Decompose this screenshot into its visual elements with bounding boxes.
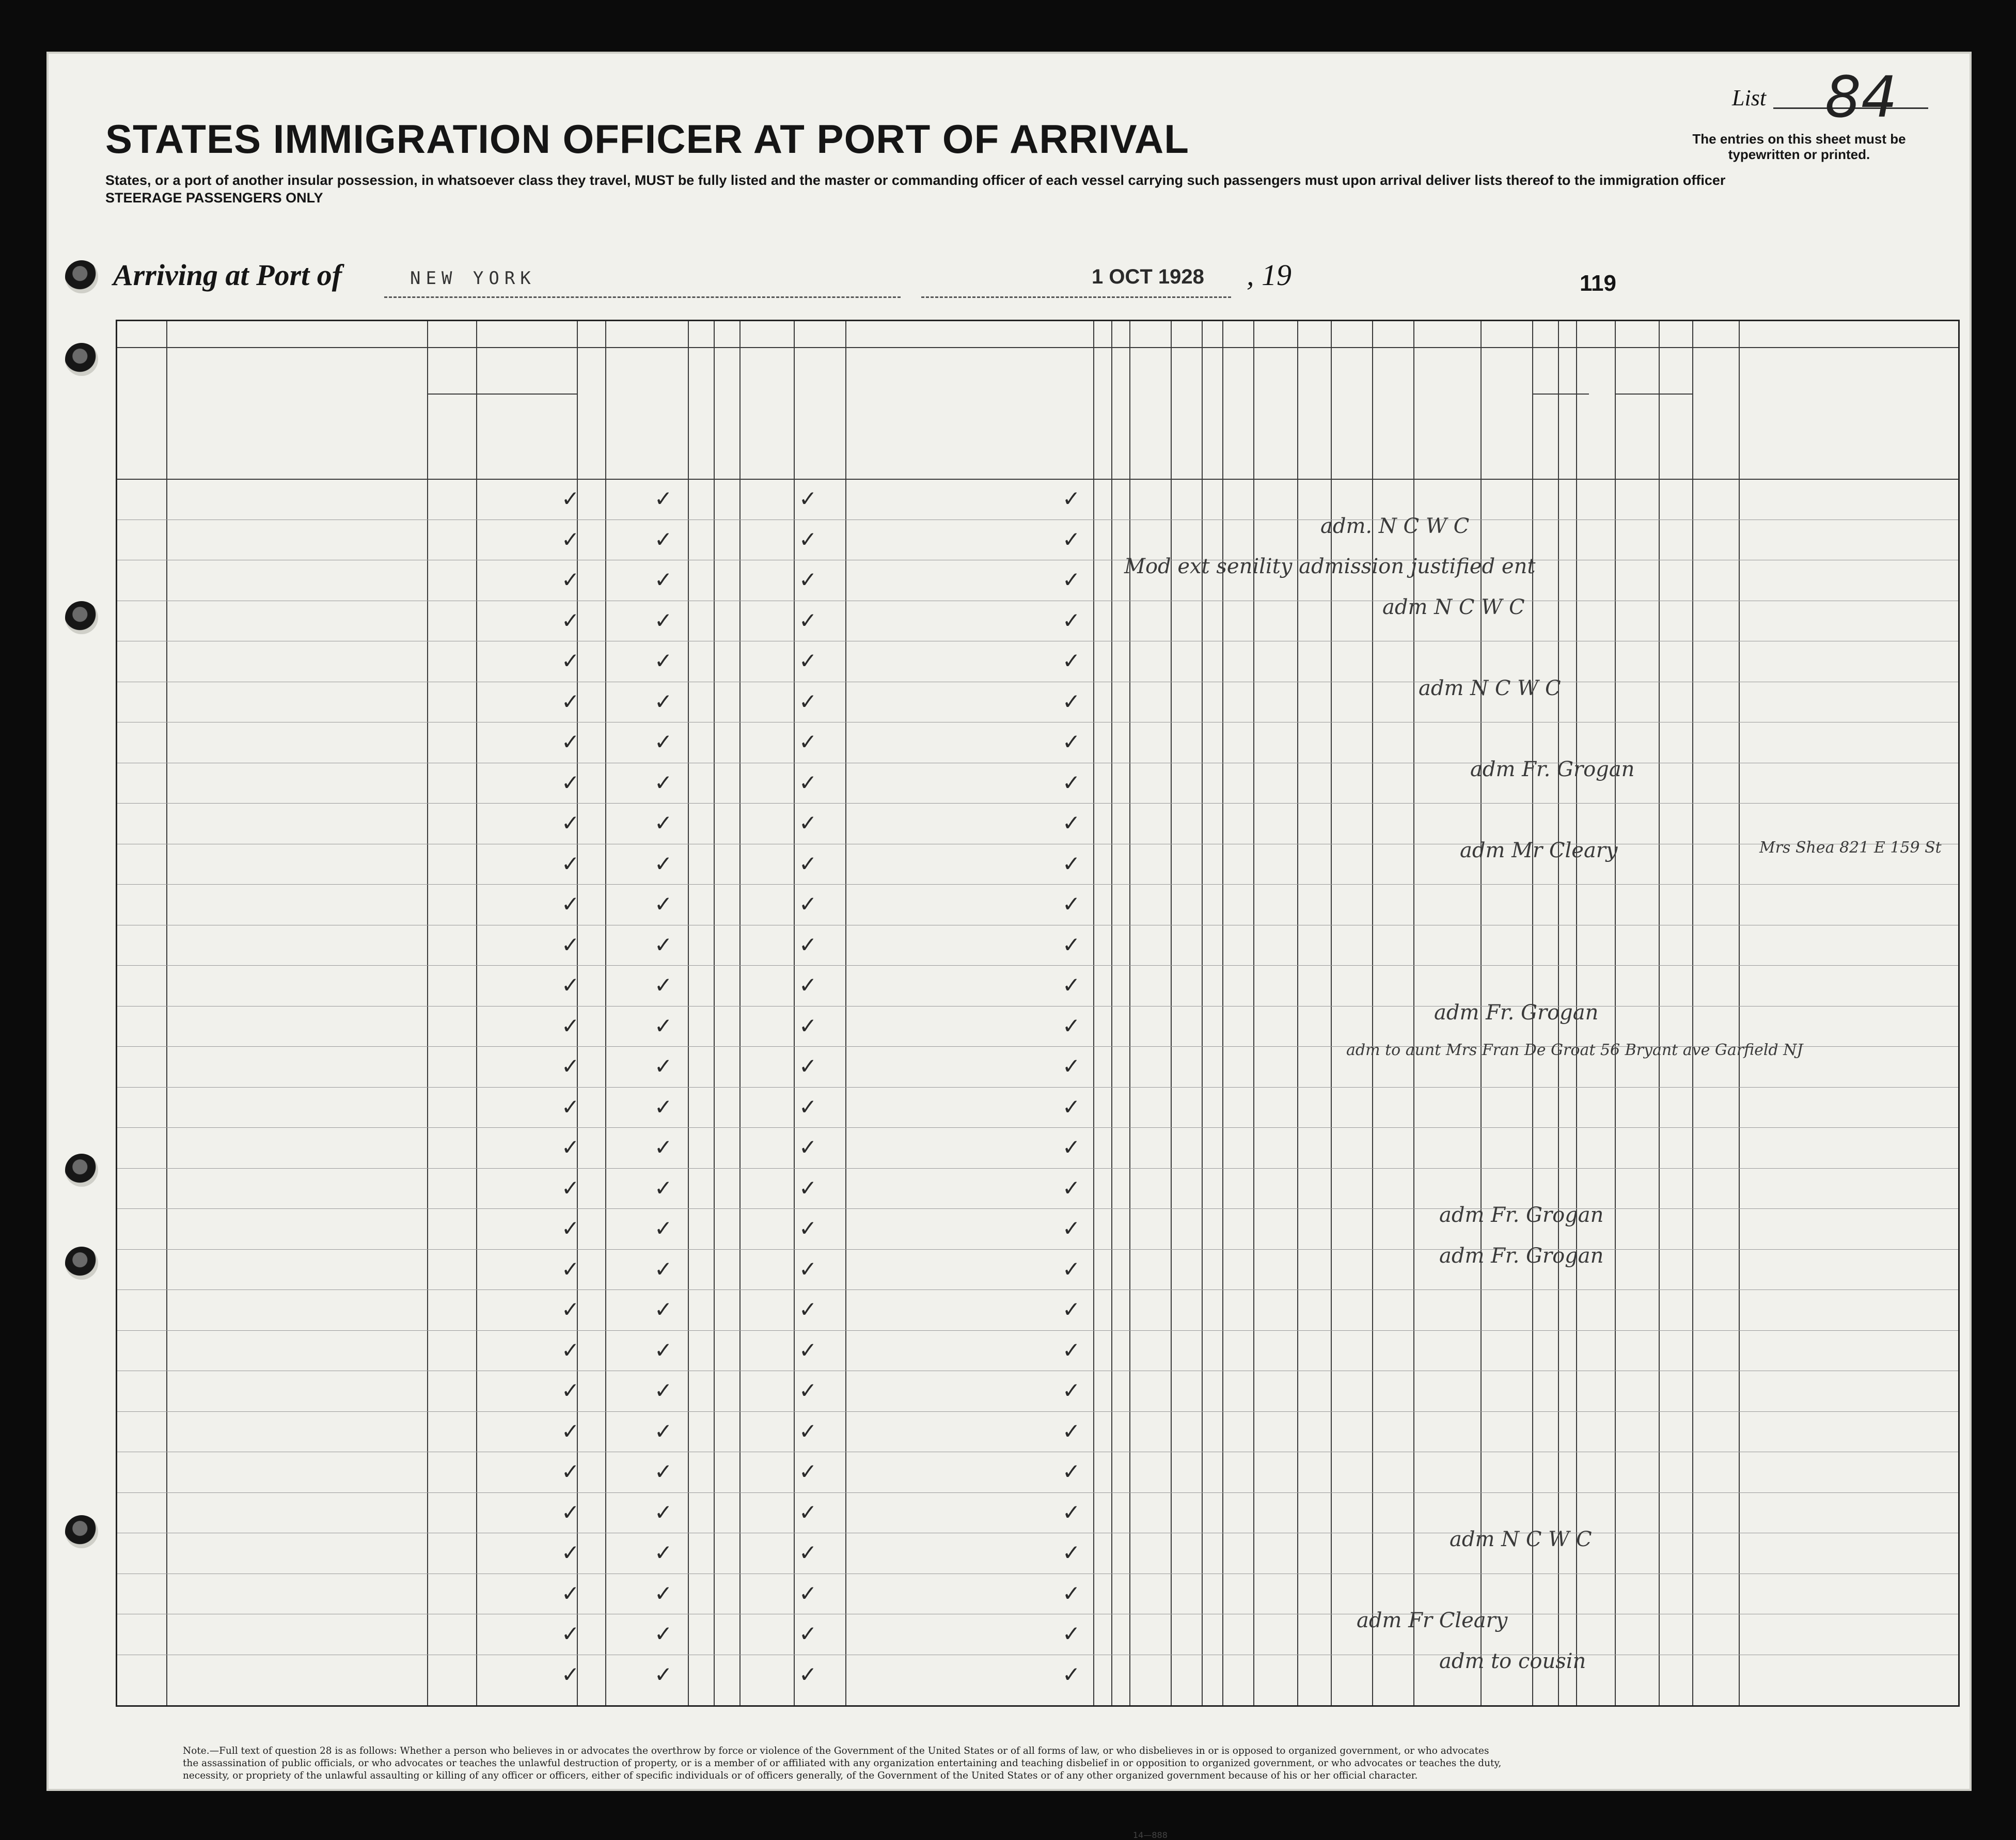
- check-icon: ✓: [654, 810, 673, 836]
- column-rule: [1093, 321, 1094, 1705]
- check-icon: ✓: [561, 1378, 580, 1403]
- check-icon: ✓: [1062, 1256, 1081, 1282]
- check-icon: ✓: [654, 1013, 673, 1039]
- check-icon: ✓: [561, 1135, 580, 1160]
- header-rule: [117, 479, 1958, 480]
- entries-note: The entries on this sheet must be typewritten or printed.: [1692, 131, 1906, 162]
- check-icon: ✓: [1062, 1094, 1081, 1120]
- column-rule: [1111, 321, 1112, 1705]
- column-rule: [1129, 321, 1130, 1705]
- check-icon: ✓: [561, 769, 580, 795]
- handwritten-annotation: adm Fr. Grogan: [1470, 757, 1635, 781]
- check-icon: ✓: [654, 648, 673, 673]
- check-icon: ✓: [654, 932, 673, 957]
- check-icon: ✓: [799, 769, 817, 795]
- check-icon: ✓: [1062, 1499, 1081, 1525]
- check-icon: ✓: [654, 1337, 673, 1363]
- check-icon: ✓: [799, 1175, 817, 1201]
- check-icon: ✓: [561, 1337, 580, 1363]
- column-rule: [1202, 321, 1203, 1705]
- check-icon: ✓: [561, 688, 580, 714]
- handwritten-annotation: adm N C W C: [1450, 1528, 1592, 1551]
- check-icon: ✓: [654, 486, 673, 511]
- check-icon: ✓: [1062, 1378, 1081, 1403]
- check-icon: ✓: [799, 1418, 817, 1444]
- check-icon: ✓: [561, 486, 580, 511]
- check-icon: ✓: [799, 486, 817, 511]
- check-icon: ✓: [561, 1297, 580, 1322]
- check-icon: ✓: [1062, 1053, 1081, 1079]
- punch-hole: [65, 260, 98, 293]
- check-icon: ✓: [799, 972, 817, 998]
- check-icon: ✓: [654, 769, 673, 795]
- header-rule: [427, 394, 577, 395]
- header-rule: [1532, 394, 1589, 395]
- check-icon: ✓: [1062, 1621, 1081, 1646]
- punch-hole: [65, 601, 98, 634]
- check-icon: ✓: [1062, 851, 1081, 876]
- check-icon: ✓: [799, 1661, 817, 1687]
- list-label: List: [1732, 85, 1767, 111]
- check-icon: ✓: [654, 1135, 673, 1160]
- list-number: 84: [1825, 64, 1897, 130]
- column-rule: [1615, 321, 1616, 1705]
- check-icon: ✓: [1062, 486, 1081, 511]
- handwritten-annotation: adm. N C W C: [1320, 514, 1470, 538]
- check-icon: ✓: [799, 648, 817, 673]
- check-icon: ✓: [654, 688, 673, 714]
- check-icon: ✓: [799, 729, 817, 754]
- form-title: STATES IMMIGRATION OFFICER AT PORT OF ARRIVAL: [105, 116, 1189, 162]
- row-rule: [117, 1330, 1958, 1331]
- handwritten-annotation: Mrs Shea 821 E 159 St: [1759, 838, 1942, 857]
- handwritten-annotation: adm Mr Cleary: [1460, 838, 1618, 862]
- check-icon: ✓: [799, 1499, 817, 1525]
- check-icon: ✓: [561, 607, 580, 633]
- check-icon: ✓: [654, 1256, 673, 1282]
- check-icon: ✓: [654, 851, 673, 876]
- check-icon: ✓: [561, 851, 580, 876]
- check-icon: ✓: [1062, 729, 1081, 754]
- punch-hole: [65, 1154, 98, 1187]
- check-icon: ✓: [654, 1459, 673, 1484]
- check-icon: ✓: [654, 1094, 673, 1120]
- punch-hole: [65, 343, 98, 376]
- check-icon: ✓: [1062, 1297, 1081, 1322]
- check-icon: ✓: [1062, 769, 1081, 795]
- row-rule: [117, 803, 1958, 804]
- row-rule: [117, 1168, 1958, 1169]
- check-icon: ✓: [799, 891, 817, 917]
- form-number: 14—888: [1133, 1830, 1168, 1840]
- check-icon: ✓: [654, 891, 673, 917]
- check-icon: ✓: [1062, 891, 1081, 917]
- check-icon: ✓: [799, 1540, 817, 1565]
- check-icon: ✓: [561, 567, 580, 592]
- check-icon: ✓: [799, 1580, 817, 1606]
- check-icon: ✓: [799, 1297, 817, 1322]
- handwritten-annotation: Mod ext senility admission justified ent: [1124, 555, 1536, 578]
- steerage-label: STEERAGE PASSENGERS ONLY: [105, 190, 323, 206]
- check-icon: ✓: [561, 1621, 580, 1646]
- handwritten-annotation: adm N C W C: [1382, 595, 1525, 619]
- row-rule: [117, 1249, 1958, 1250]
- check-icon: ✓: [1062, 688, 1081, 714]
- check-icon: ✓: [561, 1175, 580, 1201]
- check-icon: ✓: [654, 1418, 673, 1444]
- check-icon: ✓: [1062, 810, 1081, 836]
- column-rule: [1253, 321, 1254, 1705]
- port-value: NEW YORK: [410, 268, 536, 289]
- check-icon: ✓: [799, 1053, 817, 1079]
- column-rule: [845, 321, 846, 1705]
- check-icon: ✓: [654, 1621, 673, 1646]
- check-icon: ✓: [1062, 607, 1081, 633]
- check-icon: ✓: [654, 567, 673, 592]
- check-icon: ✓: [561, 1499, 580, 1525]
- check-icon: ✓: [799, 1094, 817, 1120]
- header-rule: [117, 347, 1958, 348]
- check-icon: ✓: [561, 526, 580, 552]
- row-rule: [117, 1087, 1958, 1088]
- check-icon: ✓: [799, 1459, 817, 1484]
- check-icon: ✓: [561, 1013, 580, 1039]
- row-rule: [117, 884, 1958, 885]
- check-icon: ✓: [799, 851, 817, 876]
- check-icon: ✓: [1062, 932, 1081, 957]
- handwritten-annotation: adm Fr Cleary: [1357, 1609, 1508, 1632]
- punch-hole: [65, 1247, 98, 1280]
- check-icon: ✓: [799, 932, 817, 957]
- check-icon: ✓: [654, 972, 673, 998]
- column-rule: [739, 321, 741, 1705]
- row-rule: [117, 1006, 1958, 1007]
- check-icon: ✓: [561, 1094, 580, 1120]
- row-rule: [117, 1127, 1958, 1128]
- row-rule: [117, 1208, 1958, 1209]
- check-icon: ✓: [799, 810, 817, 836]
- check-icon: ✓: [799, 526, 817, 552]
- column-rule: [794, 321, 795, 1705]
- check-icon: ✓: [1062, 648, 1081, 673]
- column-rule: [1222, 321, 1223, 1705]
- row-rule: [117, 1411, 1958, 1412]
- form-subtitle: [105, 171, 1732, 207]
- year-label: , 19: [1247, 258, 1292, 292]
- handwritten-annotation: adm to aunt Mrs Fran De Groat 56 Bryant ave Garfield NJ: [1346, 1041, 1803, 1059]
- check-icon: ✓: [799, 1135, 817, 1160]
- check-icon: ✓: [561, 891, 580, 917]
- manifest-sheet: [46, 52, 1972, 1840]
- arriving-label: Arriving at Port of: [113, 258, 342, 292]
- check-icon: ✓: [1062, 1175, 1081, 1201]
- column-rule: [1692, 321, 1693, 1705]
- handwritten-annotation: adm Fr. Grogan: [1434, 1000, 1599, 1025]
- check-icon: ✓: [654, 1053, 673, 1079]
- check-icon: ✓: [1062, 1337, 1081, 1363]
- check-icon: ✓: [1062, 1540, 1081, 1565]
- column-rule: [1297, 321, 1298, 1705]
- check-icon: ✓: [1062, 1135, 1081, 1160]
- check-icon: ✓: [1062, 1013, 1081, 1039]
- check-icon: ✓: [654, 1499, 673, 1525]
- check-icon: ✓: [1062, 1580, 1081, 1606]
- check-icon: ✓: [799, 1621, 817, 1646]
- check-icon: ✓: [1062, 526, 1081, 552]
- check-icon: ✓: [561, 810, 580, 836]
- check-icon: ✓: [654, 526, 673, 552]
- check-icon: ✓: [1062, 1459, 1081, 1484]
- check-icon: ✓: [654, 1580, 673, 1606]
- handwritten-annotation: adm N C W C: [1419, 676, 1561, 700]
- check-icon: ✓: [561, 1540, 580, 1565]
- check-icon: ✓: [654, 607, 673, 633]
- page-number: 119: [1580, 271, 1616, 296]
- check-icon: ✓: [561, 972, 580, 998]
- handwritten-annotation: adm to cousin: [1439, 1649, 1586, 1673]
- check-icon: ✓: [561, 729, 580, 754]
- check-icon: ✓: [1062, 1661, 1081, 1687]
- check-icon: ✓: [1062, 972, 1081, 998]
- check-icon: ✓: [561, 1580, 580, 1606]
- check-icon: ✓: [654, 1297, 673, 1322]
- check-icon: ✓: [654, 1175, 673, 1201]
- footnote: Note.—Full text of question 28 is as follows: Whether a person who believes in or advocates the overthrow by force or violence of the Government of the United States or of all forms of law, or who disbelieves in or is opposed to organized government, or who advocates the assassination of public officials, or who advocates or teaches the unlawful destruction of property, or is a member of or affiliated with any organization entertaining and teaching disbelief in or opposition to organized government, or who advocates or teaches the duty, necessity, or propriety of the unlawful assaulting or killing of any officer or officers, either of specific individuals or of officers generally, of the Government of the United States or of any other organized government because of his or her official character.: [183, 1745, 1502, 1781]
- check-icon: ✓: [799, 688, 817, 714]
- column-rule: [427, 321, 428, 1705]
- check-icon: ✓: [654, 1661, 673, 1687]
- check-icon: ✓: [561, 1661, 580, 1687]
- column-rule: [476, 321, 477, 1705]
- column-rule: [714, 321, 715, 1705]
- check-icon: ✓: [654, 729, 673, 754]
- column-rule: [605, 321, 606, 1705]
- check-icon: ✓: [799, 1013, 817, 1039]
- check-icon: ✓: [1062, 567, 1081, 592]
- check-icon: ✓: [799, 1337, 817, 1363]
- column-rule: [1739, 321, 1740, 1705]
- check-icon: ✓: [561, 648, 580, 673]
- check-icon: ✓: [561, 1459, 580, 1484]
- check-icon: ✓: [561, 1256, 580, 1282]
- date-stamp: 1 OCT 1928: [1092, 265, 1204, 288]
- row-rule: [117, 1492, 1958, 1493]
- check-icon: ✓: [561, 1216, 580, 1241]
- column-rule: [1659, 321, 1660, 1705]
- handwritten-annotation: adm Fr. Grogan: [1439, 1203, 1604, 1227]
- date-line: [921, 296, 1231, 298]
- column-rule: [688, 321, 689, 1705]
- punch-hole: [65, 1515, 98, 1548]
- check-icon: ✓: [799, 1256, 817, 1282]
- column-rule: [166, 321, 167, 1705]
- check-icon: ✓: [799, 1378, 817, 1403]
- port-line: [384, 296, 901, 298]
- column-rule: [1171, 321, 1172, 1705]
- check-icon: ✓: [561, 932, 580, 957]
- check-icon: ✓: [561, 1053, 580, 1079]
- check-icon: ✓: [654, 1540, 673, 1565]
- row-rule: [117, 965, 1958, 966]
- header-rule: [1615, 394, 1692, 395]
- handwritten-annotation: adm Fr. Grogan: [1439, 1244, 1604, 1268]
- check-icon: ✓: [799, 1216, 817, 1241]
- check-icon: ✓: [654, 1216, 673, 1241]
- check-icon: ✓: [654, 1378, 673, 1403]
- check-icon: ✓: [799, 567, 817, 592]
- check-icon: ✓: [799, 607, 817, 633]
- subtitle-text: States, or a port of another insular possession, in whatsoever class they travel, MUST be fully listed and the master or commanding officer of each vessel carrying such passengers must upon arrival deliver lists thereof to the immigration officer: [105, 172, 1726, 188]
- check-icon: ✓: [1062, 1418, 1081, 1444]
- row-rule: [117, 1289, 1958, 1290]
- check-icon: ✓: [561, 1418, 580, 1444]
- check-icon: ✓: [1062, 1216, 1081, 1241]
- manifest-table: [116, 320, 1960, 1707]
